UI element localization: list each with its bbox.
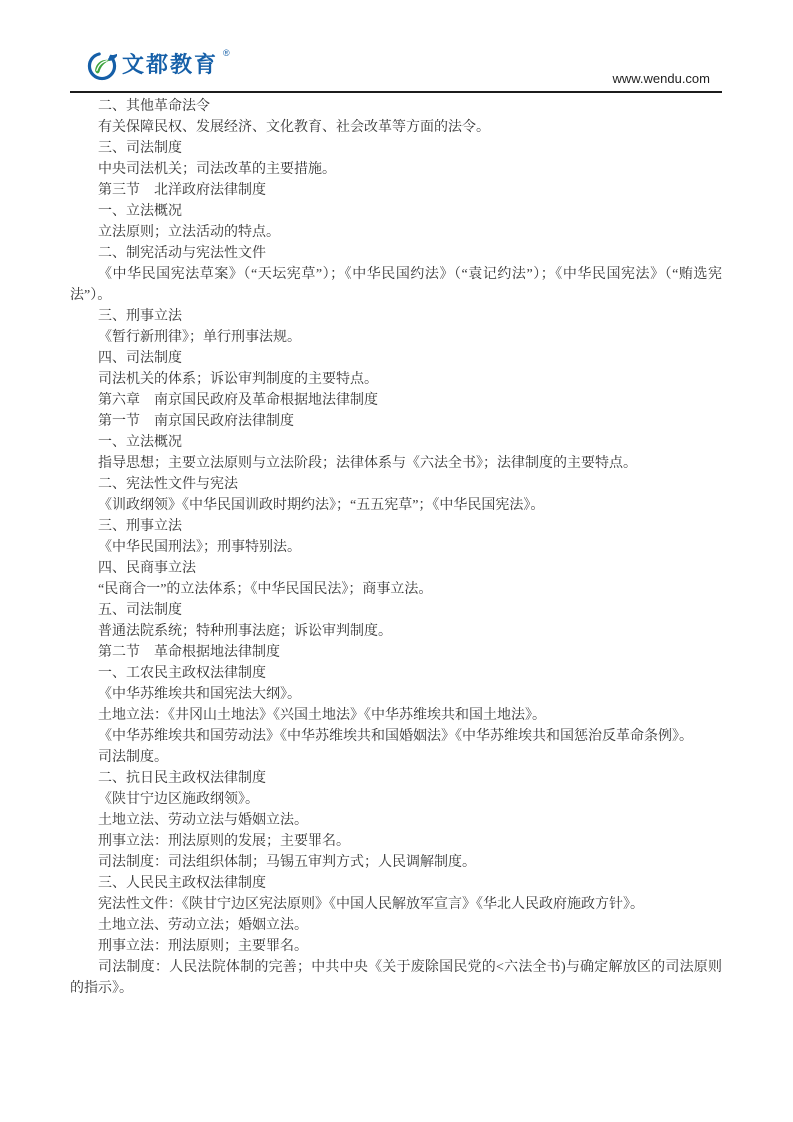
paragraph: 二、制宪活动与宪法性文件: [98, 246, 266, 261]
wendu-logo-text: 文都教育: [122, 52, 219, 77]
paragraph: 刑事立法：刑法原则的发展；主要罪名。: [98, 834, 350, 849]
paragraph: 司法制度：人民法院体制的完善；中共中央《关于废除国民党的<六法全书)与确定解放区的司法原则的指示》。: [70, 960, 722, 996]
paragraph: 第六章 南京国民政府及革命根据地法律制度: [98, 393, 378, 408]
paragraph: 《中华民国宪法草案》（“天坛宪草”）；《中华民国约法》（“袁记约法”）；《中华民国宪法》（“贿选宪法”）。: [70, 267, 722, 303]
paragraph: 司法机关的体系；诉讼审判制度的主要特点。: [98, 372, 378, 387]
paragraph: 二、其他革命法令: [98, 99, 210, 114]
page-header: [70, 0, 722, 93]
paragraph: 立法原则；立法活动的特点。: [98, 225, 280, 240]
paragraph: 第一节 南京国民政府法律制度: [98, 414, 294, 429]
paragraph: 《暂行新刑律》；单行刑事法规。: [98, 330, 301, 345]
paragraph: 《陕甘宁边区施政纲领》。: [98, 792, 259, 807]
paragraph: 《训政纲领》《中华民国训政时期约法》；“五五宪草”；《中华民国宪法》。: [98, 498, 545, 513]
paragraph: 三、司法制度: [98, 141, 182, 156]
paragraph: 四、司法制度: [98, 351, 182, 366]
wendu-logo-icon: [87, 51, 117, 81]
paragraph: 司法制度：司法组织体制；马锡五审判方式；人民调解制度。: [98, 855, 476, 870]
paragraph: 土地立法、劳动立法与婚姻立法。: [98, 813, 308, 828]
document-body: [70, 93, 722, 999]
paragraph: 普通法院系统；特种刑事法庭；诉讼审判制度。: [98, 624, 392, 639]
paragraph: 第二节 革命根据地法律制度: [98, 645, 280, 660]
paragraph: 三、人民民主政权法律制度: [98, 876, 266, 891]
paragraph: 指导思想；主要立法原则与立法阶段；法律体系与《六法全书》；法律制度的主要特点。: [98, 456, 637, 471]
paragraph: 土地立法、劳动立法；婚姻立法。: [98, 918, 308, 933]
paragraph: “民商合一”的立法体系；《中华民国民法》；商事立法。: [98, 582, 433, 597]
paragraph: 刑事立法：刑法原则；主要罪名。: [98, 939, 308, 954]
paragraph: 《中华民国刑法》；刑事特别法。: [98, 540, 301, 555]
paragraph: 宪法性文件：《陕甘宁边区宪法原则》《中国人民解放军宣言》《华北人民政府施政方针》。: [98, 897, 644, 912]
registered-trademark-mark: ®: [223, 48, 230, 58]
paragraph: 二、宪法性文件与宪法: [98, 477, 238, 492]
paragraph: 有关保障民权、发展经济、文化教育、社会改革等方面的法令。: [98, 120, 490, 135]
paragraph: 司法制度。: [98, 750, 168, 765]
paragraph: 五、司法制度: [98, 603, 182, 618]
wendu-logo: [87, 50, 230, 81]
paragraph: 一、工农民主政权法律制度: [98, 666, 266, 681]
paragraph: 三、刑事立法: [98, 309, 182, 324]
paragraph: 四、民商事立法: [98, 561, 196, 576]
paragraph: 三、刑事立法: [98, 519, 182, 534]
paragraph: 二、抗日民主政权法律制度: [98, 771, 266, 786]
paragraph: 第三节 北洋政府法律制度: [98, 183, 266, 198]
paragraph: 一、立法概况: [98, 435, 182, 450]
paragraph: 《中华苏维埃共和国劳动法》《中华苏维埃共和国婚姻法》《中华苏维埃共和国惩治反革命条例》。: [98, 729, 693, 744]
website-url[interactable]: www.wendu.com: [612, 71, 710, 86]
paragraph: 一、立法概况: [98, 204, 182, 219]
paragraph: 《中华苏维埃共和国宪法大纲》。: [98, 687, 301, 702]
paragraph: 土地立法：《井冈山土地法》《兴国土地法》《中华苏维埃共和国土地法》。: [98, 708, 546, 723]
paragraph: 中央司法机关；司法改革的主要措施。: [98, 162, 336, 177]
